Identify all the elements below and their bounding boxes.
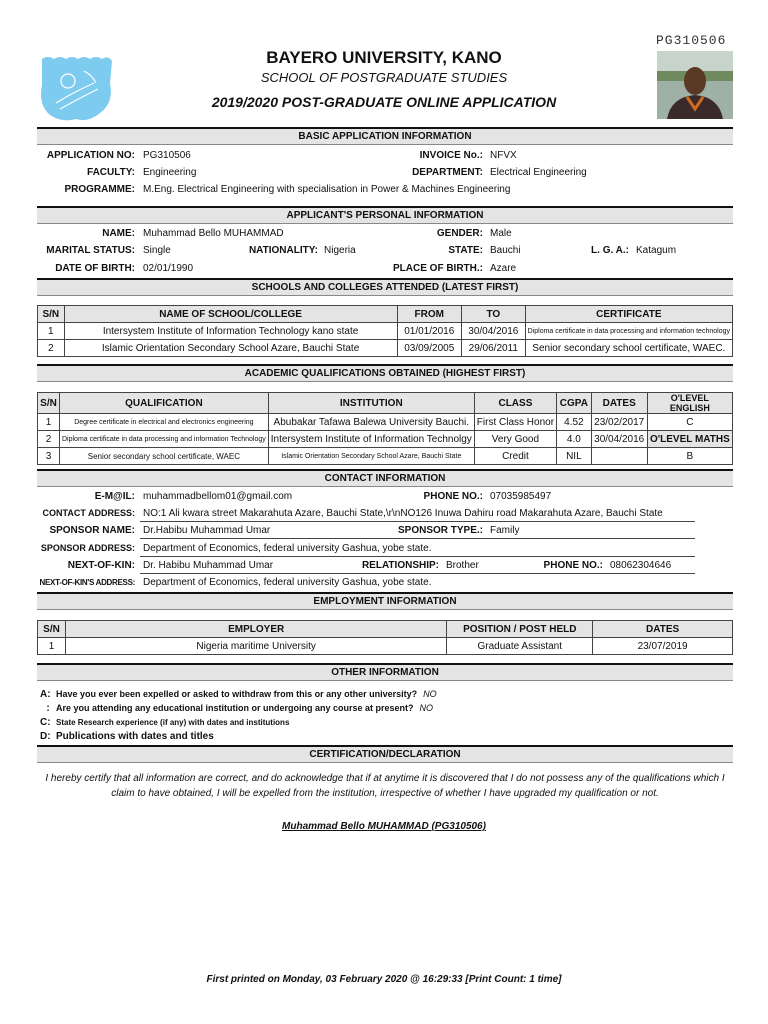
table-cell — [591, 448, 647, 465]
table-cell: Abubakar Tafawa Balewa University Bauchi. — [268, 414, 474, 431]
contact-address-label: CONTACT ADDRESS: — [42, 508, 135, 518]
gender-value: Male — [490, 228, 512, 239]
nationality-label: NATIONALITY: — [248, 245, 318, 256]
nok-address-value: Department of Economics, federal university Gashua, yobe state. — [143, 577, 432, 588]
table-cell: 2 — [38, 340, 65, 357]
form-title: 2019/2020 POST-GRADUATE ONLINE APPLICATION — [211, 94, 557, 110]
department-label: DEPARTMENT: — [412, 167, 483, 178]
marital-status-label: MARITAL STATUS: — [46, 245, 135, 256]
relationship-label: RELATIONSHIP: — [361, 560, 439, 571]
dob-value: 02/01/1990 — [143, 263, 194, 274]
table-cell: C — [647, 414, 732, 431]
question-answer: NO — [423, 689, 437, 699]
nok-phone-label: PHONE NO.: — [543, 560, 603, 571]
dob-label: DATE OF BIRTH: — [55, 263, 135, 274]
declaration-text: I hereby certify that all information are correct, and do acknowledge that if at anytime it is discovered that I do not possess any of the qualifications which I claim to have obtained, I will be expelled from the institution, irrespective of whether I have upgraded my qualification or not. — [45, 773, 725, 799]
section-personal-info: APPLICANT'S PERSONAL INFORMATION — [37, 206, 733, 224]
application-no-label: APPLICATION NO: — [46, 150, 135, 161]
table-cell: Degree certificate in electrical and electronics engineering — [60, 414, 269, 431]
table-cell: 1 — [38, 414, 60, 431]
signature-line — [0, 821, 768, 832]
next-of-kin-value: Dr. Habibu Muhammad Umar — [143, 560, 274, 571]
application-no-value: PG310506 — [143, 150, 191, 161]
section-employment: EMPLOYMENT INFORMATION — [37, 592, 733, 610]
lga-value: Katagum — [636, 245, 677, 256]
marital-status-value: Single — [143, 245, 171, 256]
table-cell: 29/06/2011 — [461, 340, 525, 357]
question-key: : — [46, 703, 50, 714]
table-row — [38, 431, 733, 448]
application-ref-code: PG310506 — [656, 33, 727, 48]
table-cell: 23/07/2019 — [593, 638, 733, 655]
contact-address-value: NO:1 Ali kwara street Makarahuta Azare, Bauchi State,\r\nNO126 Inuwa Dahiru road Makarahuta Azare, Bauchi State — [143, 508, 663, 519]
pob-label: PLACE OF BIRTH.: — [393, 263, 483, 274]
table-cell: Intersystem Institute of Information Technology kano state — [64, 323, 397, 340]
col-header: DATES — [593, 621, 733, 638]
state-label: STATE: — [448, 245, 483, 256]
name-value: Muhammad Bello MUHAMMAD — [143, 228, 284, 239]
table-cell: Senior secondary school certificate, WAEC — [60, 448, 269, 465]
question-key: D: — [40, 731, 51, 742]
table-row — [38, 414, 733, 431]
section-contact: CONTACT INFORMATION — [37, 469, 733, 487]
table-cell: Islamic Orientation Secondary School Azare, Bauchi State — [268, 448, 474, 465]
table-cell: Intersystem Institute of Information Technolgy — [268, 431, 474, 448]
table-cell: Very Good — [474, 431, 556, 448]
table-cell: 30/04/2016 — [461, 323, 525, 340]
table-cell: Senior secondary school certificate, WAEC. — [525, 340, 732, 357]
question-a — [40, 689, 437, 700]
table-cell: Graduate Assistant — [447, 638, 593, 655]
question-text: Have you ever been expelled or asked to withdraw from this or any other university? — [56, 689, 418, 699]
col-header: S/N — [38, 306, 65, 323]
question-key: C: — [40, 717, 51, 728]
col-header: EMPLOYER — [65, 621, 446, 638]
sponsor-type-value: Family — [490, 525, 520, 536]
sponsor-address-label: SPONSOR ADDRESS: — [40, 543, 135, 553]
schools-table — [37, 305, 733, 357]
section-basic-info: BASIC APPLICATION INFORMATION — [37, 127, 733, 145]
question-c — [40, 717, 289, 728]
question-text: Are you attending any educational institution or undergoing any course at present? — [56, 703, 414, 713]
col-header: QUALIFICATION — [60, 393, 269, 414]
email-value: muhammadbellom01@gmail.com — [143, 491, 293, 502]
col-header: INSTITUTION — [268, 393, 474, 414]
programme-value: M.Eng. Electrical Engineering with specialisation in Power & Machines Engineering — [143, 184, 511, 195]
applicant-signature-name: Muhammad Bello MUHAMMAD (PG310506) — [282, 821, 486, 832]
next-of-kin-label: NEXT-OF-KIN: — [67, 560, 135, 571]
sponsor-name-value: Dr.Habibu Muhammad Umar — [143, 525, 271, 536]
divider — [140, 538, 695, 539]
phone-label: PHONE NO.: — [423, 491, 483, 502]
sponsor-name-label: SPONSOR NAME: — [49, 525, 135, 536]
nok-address-label: NEXT-OF-KIN'S ADDRESS: — [39, 578, 135, 587]
gender-label: GENDER: — [436, 228, 483, 239]
col-header: CLASS — [474, 393, 556, 414]
col-header: TO — [461, 306, 525, 323]
table-row — [38, 638, 733, 655]
col-header: DATES — [591, 393, 647, 414]
name-label: NAME: — [102, 228, 135, 239]
invoice-value: NFVX — [490, 150, 517, 161]
table-cell: Islamic Orientation Secondary School Azare, Bauchi State — [64, 340, 397, 357]
faculty-value: Engineering — [143, 167, 197, 178]
section-academic: ACADEMIC QUALIFICATIONS OBTAINED (HIGHEST FIRST) — [37, 364, 733, 382]
table-cell: 4.52 — [557, 414, 592, 431]
email-label: E-M@IL: — [94, 491, 135, 502]
col-header: NAME OF SCHOOL/COLLEGE — [64, 306, 397, 323]
relationship-value: Brother — [446, 560, 479, 571]
phone-value: 07035985497 — [490, 491, 552, 502]
table-cell: 2 — [38, 431, 60, 448]
divider — [140, 573, 695, 574]
col-header: S/N — [38, 393, 60, 414]
sponsor-address-value: Department of Economics, federal university Gashua, yobe state. — [143, 543, 432, 554]
school-name: SCHOOL OF POSTGRADUATE STUDIES — [260, 70, 508, 85]
applicant-photo — [657, 51, 733, 119]
question-b — [40, 703, 433, 714]
col-header: O'LEVEL ENGLISH — [647, 393, 732, 414]
question-d — [40, 731, 214, 742]
table-cell: 01/01/2016 — [397, 323, 461, 340]
section-other-info: OTHER INFORMATION — [37, 663, 733, 681]
question-text: Publications with dates and titles — [56, 731, 214, 742]
divider — [140, 556, 695, 557]
nok-phone-value: 08062304646 — [610, 560, 672, 571]
col-header: CGPA — [557, 393, 592, 414]
academic-table — [37, 392, 733, 465]
col-header: POSITION / POST HELD — [447, 621, 593, 638]
table-cell: Nigeria maritime University — [65, 638, 446, 655]
table-cell: NIL — [557, 448, 592, 465]
table-cell: Credit — [474, 448, 556, 465]
department-value: Electrical Engineering — [490, 167, 587, 178]
employment-table — [37, 620, 733, 655]
table-cell: 03/09/2005 — [397, 340, 461, 357]
table-header-row — [38, 306, 733, 323]
table-header-row — [38, 621, 733, 638]
programme-label: PROGRAMME: — [64, 184, 135, 195]
state-value: Bauchi — [490, 245, 521, 256]
table-cell: Diploma certificate in data processing and information Technology — [60, 431, 269, 448]
table-cell: 23/02/2017 — [591, 414, 647, 431]
table-row — [38, 448, 733, 465]
table-cell: 3 — [38, 448, 60, 465]
question-text: State Research experience (if any) with dates and institutions — [56, 718, 290, 727]
table-row — [38, 323, 733, 340]
faculty-label: FACULTY: — [87, 167, 135, 178]
table-cell: First Class Honor — [474, 414, 556, 431]
table-row — [38, 340, 733, 357]
table-cell: 4.0 — [557, 431, 592, 448]
nationality-value: Nigeria — [324, 245, 356, 256]
table-cell: O'LEVEL MATHS — [647, 431, 732, 448]
print-footer: First printed on Monday, 03 February 2020 @ 16:29:33 [Print Count: 1 time] — [206, 974, 562, 985]
col-header: FROM — [397, 306, 461, 323]
table-cell: 1 — [38, 323, 65, 340]
pob-value: Azare — [490, 263, 517, 274]
question-answer: NO — [419, 703, 434, 713]
lga-label: L. G. A.: — [591, 245, 629, 256]
sponsor-type-label: SPONSOR TYPE.: — [397, 525, 483, 536]
table-cell: 30/04/2016 — [591, 431, 647, 448]
invoice-label: INVOICE No.: — [419, 150, 483, 161]
table-cell: Diploma certificate in data processing and information technology — [525, 323, 732, 340]
col-header: CERTIFICATE — [525, 306, 732, 323]
table-cell: 1 — [38, 638, 66, 655]
question-key: A: — [40, 689, 51, 700]
university-name: BAYERO UNIVERSITY, KANO — [266, 48, 502, 67]
table-cell: B — [647, 448, 732, 465]
section-certification: CERTIFICATION/DECLARATION — [37, 745, 733, 763]
col-header: S/N — [38, 621, 66, 638]
table-header-row — [38, 393, 733, 414]
section-schools: SCHOOLS AND COLLEGES ATTENDED (LATEST FIRST) — [37, 278, 733, 296]
divider — [140, 521, 695, 522]
